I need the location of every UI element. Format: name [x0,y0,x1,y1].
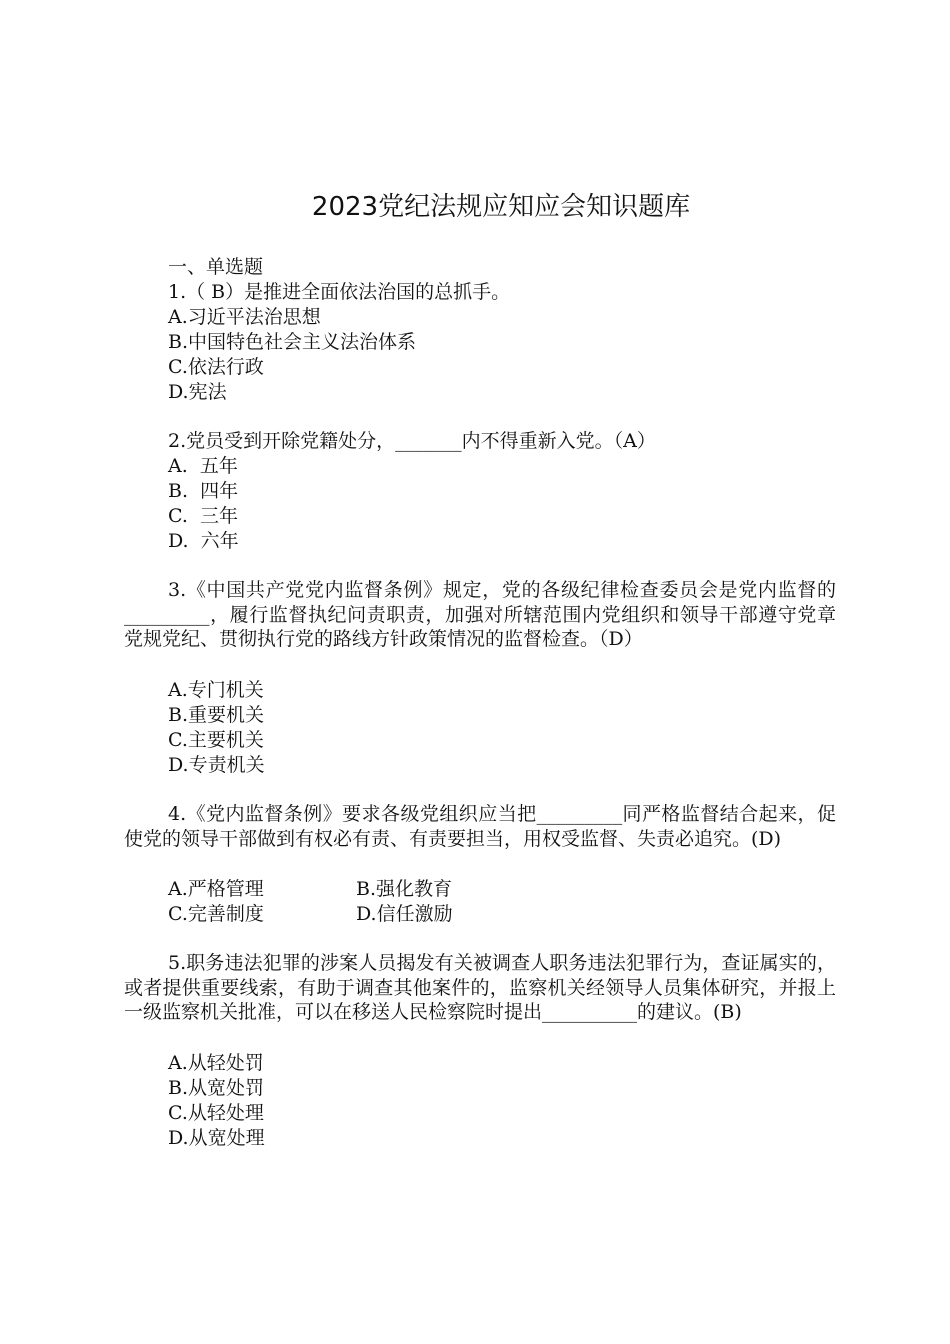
question-5-option-a: A.从轻处罚 [168,1052,264,1074]
question-3-option-c: C.主要机关 [168,729,264,751]
question-4-option-c: C.完善制度 [168,903,264,925]
question-1-option-a: A.习近平法治思想 [168,306,321,328]
question-5-option-c: C.从轻处理 [168,1102,264,1124]
section-heading: 一、单选题 [168,256,264,278]
question-1-option-c: C.依法行政 [168,356,264,378]
question-3-option-a: A.专门机关 [168,679,264,701]
question-5-option-d: D.从宽处理 [168,1127,265,1149]
question-5-option-b: B.从宽处罚 [168,1077,265,1099]
question-2-option-a: A. 五年 [168,455,238,477]
question-3-option-d: D.专责机关 [168,754,265,776]
question-2-option-c: C. 三年 [168,505,238,527]
question-3-option-b: B.重要机关 [168,704,265,726]
question-3-stem: 3.《中国共产党党内监督条例》规定，党的各级纪律检查委员会是党内监督的_________，履行监督执纪问责职责，加强对所辖范围内党组织和领导干部遵守党章党规党纪、贯彻执行党的路线方针政策情况的监督检查。（D） [124,579,836,651]
question-1-option-b: B.中国特色社会主义法治体系 [168,331,417,353]
page-title: 2023党纪法规应知应会知识题库 [311,192,691,222]
question-1-option-d: D.宪法 [168,381,227,403]
question-1-stem: 1.（ B）是推进全面依法治国的总抓手。 [168,281,511,303]
question-4-option-b: B.强化教育 [356,878,453,900]
question-2-stem: 2.党员受到开除党籍处分，_______内不得重新入党。（A） [168,430,656,452]
question-4-option-a: A.严格管理 [168,878,264,900]
question-2-option-d: D. 六年 [168,530,239,552]
question-4-option-d: D.信任激励 [356,903,453,925]
question-2-option-b: B. 四年 [168,480,239,502]
question-5-stem: 5.职务违法犯罪的涉案人员揭发有关被调查人职务违法犯罪行为，查证属实的，或者提供重要线索，有助于调查其他案件的，监察机关经领导人员集体研究，并报上一级监察机关批准，可以在移送人民检察院时提出__________的建议。(B) [124,952,836,1024]
question-4-stem: 4.《党内监督条例》要求各级党组织应当把_________同严格监督结合起来，促使党的领导干部做到有权必有责、有责要担当，用权受监督、失责必追究。(D) [124,803,836,850]
